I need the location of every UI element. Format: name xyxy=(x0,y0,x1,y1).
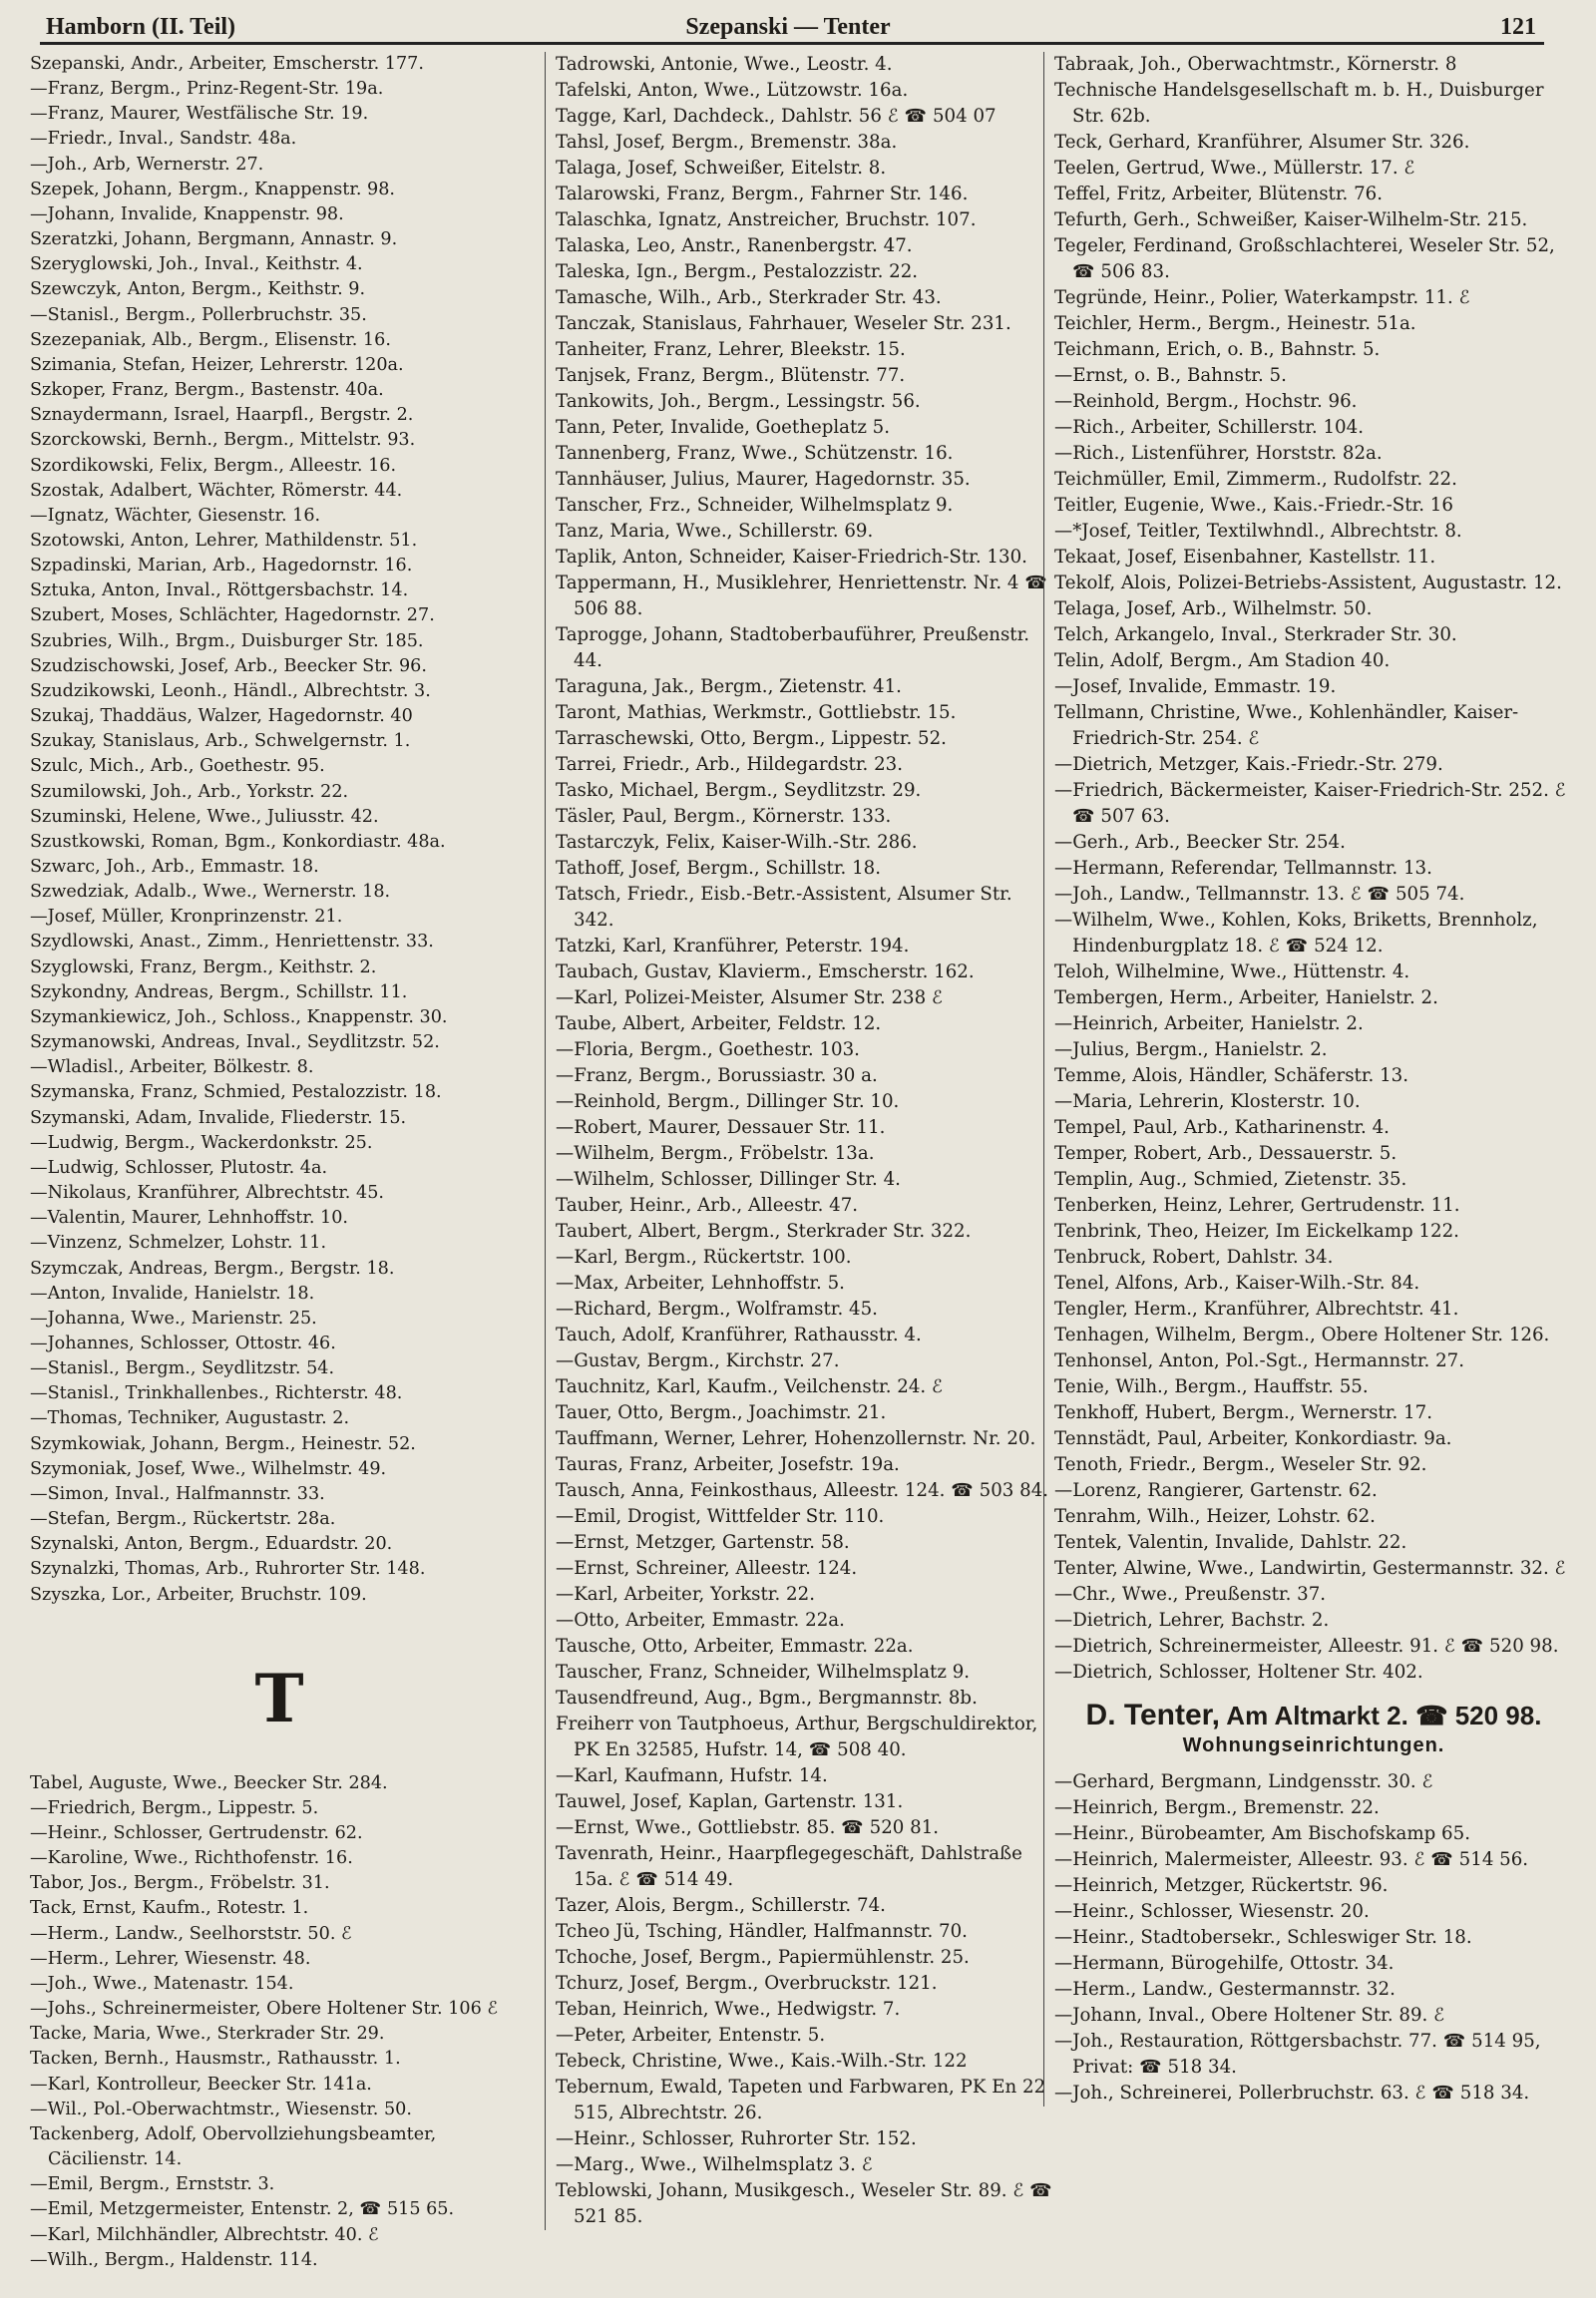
directory-entry: —Rich., Listenführer, Horststr. 82a. xyxy=(1054,443,1383,464)
directory-entry: —Herm., Landw., Gestermannstr. 32. xyxy=(1054,1979,1396,2000)
directory-entry: Taleska, Ign., Bergm., Pestalozzistr. 22. xyxy=(556,261,919,282)
directory-entry: Teloh, Wilhelmine, Wwe., Hüttenstr. 4. xyxy=(1054,961,1410,982)
directory-entry: Szotowski, Anton, Lehrer, Mathildenstr. 51. xyxy=(30,530,418,551)
directory-entry: Szynalski, Anton, Bergm., Eduardstr. 20. xyxy=(30,1534,393,1555)
directory-entry: —Dietrich, Metzger, Kais.-Friedr.-Str. 279. xyxy=(1054,754,1443,775)
directory-entry: Szeratzki, Johann, Bergmann, Annastr. 9. xyxy=(30,229,398,250)
directory-entry: Szustkowski, Roman, Bgm., Konkordiastr. 48a. xyxy=(30,831,446,852)
directory-entry: Tenberken, Heinz, Lehrer, Gertrudenstr. 11. xyxy=(1054,1195,1460,1216)
directory-entry: Teban, Heinrich, Wwe., Hedwigstr. 7. xyxy=(556,1999,901,2020)
page-header xyxy=(40,12,1544,45)
directory-entry: Sznaydermann, Israel, Haarpfl., Bergstr. 2. xyxy=(30,405,414,426)
directory-entry: —Karl, Arbeiter, Yorkstr. 22. xyxy=(556,1584,815,1605)
directory-entry: Taraguna, Jak., Bergm., Zietenstr. 41. xyxy=(556,676,902,697)
directory-entry: Tarrei, Friedr., Arb., Hildegardstr. 23. xyxy=(556,754,904,775)
directory-entry: Taubert, Albert, Bergm., Sterkrader Str. 322. xyxy=(556,1221,972,1242)
directory-entry: Szostak, Adalbert, Wächter, Römerstr. 44. xyxy=(30,480,403,501)
directory-entry: Tabor, Jos., Bergm., Fröbelstr. 31. xyxy=(30,1873,330,1894)
directory-entry: —Stanisl., Bergm., Seydlitzstr. 54. xyxy=(30,1358,335,1379)
directory-entry: Taront, Mathias, Werkmstr., Gottliebstr. 15. xyxy=(556,702,957,723)
column-1 xyxy=(30,52,529,2273)
directory-entry: —Emil, Metzgermeister, Entenstr. 2, ☎ 515 65. xyxy=(30,2199,455,2220)
directory-entry: —Dietrich, Schlosser, Holtener Str. 402. xyxy=(1054,1662,1423,1683)
directory-entry: Tebernum, Ewald, Tapeten und Farbwaren, PK En 22 515, Albrechtstr. 26. xyxy=(556,2077,1046,2123)
directory-entry: Tadrowski, Antonie, Wwe., Leostr. 4. xyxy=(556,54,893,75)
directory-entry: Täsler, Paul, Bergm., Körnerstr. 133. xyxy=(556,806,892,827)
directory-entry: Teichmüller, Emil, Zimmerm., Rudolfstr. 22. xyxy=(1054,469,1457,490)
directory-entry: —Stanisl., Bergm., Pollerbruchstr. 35. xyxy=(30,304,367,325)
directory-entry: Tatzki, Karl, Kranführer, Peterstr. 194. xyxy=(556,936,910,957)
directory-entry: —Richard, Bergm., Wolframstr. 45. xyxy=(556,1299,878,1320)
directory-entry: Temme, Alois, Händler, Schäferstr. 13. xyxy=(1054,1065,1409,1086)
directory-entry: Sztuka, Anton, Inval., Röttgersbachstr. 14. xyxy=(30,580,409,601)
directory-entry: Tavenrath, Heinr., Haarpflegegeschäft, Dahlstraße 15a. ℰ ☎ 514 49. xyxy=(556,1843,1022,1890)
directory-entry: Tauscher, Franz, Schneider, Wilhelmsplatz 9. xyxy=(556,1662,971,1683)
directory-entry: Tazer, Alois, Bergm., Schillerstr. 74. xyxy=(556,1895,886,1916)
directory-entry: Tennstädt, Paul, Arbeiter, Konkordiastr. 9a. xyxy=(1054,1428,1452,1449)
directory-entry: Freiherr von Tautphoeus, Arthur, Bergschuldirektor, PK En 32585, Hufstr. 14, ☎ 508 40. xyxy=(556,1714,1038,1760)
entry-list-1 xyxy=(30,52,529,1608)
directory-entry: —Karl, Kaufmann, Hufstr. 14. xyxy=(556,1765,828,1786)
directory-entry: Szydlowski, Anast., Zimm., Henriettenstr. 33. xyxy=(30,932,434,953)
directory-entry: —Gerhard, Bergmann, Lindgensstr. 30. ℰ xyxy=(1054,1771,1433,1792)
directory-entry: Tagge, Karl, Dachdeck., Dahlstr. 56 ℰ ☎ 504 07 xyxy=(556,106,997,127)
directory-entry: —Max, Arbeiter, Lehnhoffstr. 5. xyxy=(556,1273,845,1294)
directory-entry: Tentek, Valentin, Invalide, Dahlstr. 22. xyxy=(1054,1532,1407,1553)
ad-tagline: Wohnungseinrichtungen. xyxy=(1182,1734,1445,1756)
entry-list-2 xyxy=(556,52,1054,2230)
directory-entry: —Karl, Bergm., Rückertstr. 100. xyxy=(556,1247,852,1268)
directory-entry: —Stefan, Bergm., Rückertstr. 28a. xyxy=(30,1509,336,1530)
directory-entry: Tauer, Otto, Bergm., Joachimstr. 21. xyxy=(556,1402,887,1423)
directory-entry: Tauffmann, Werner, Lehrer, Hohenzollernstr. Nr. 20. xyxy=(556,1428,1036,1449)
directory-entry: Tathoff, Josef, Bergm., Schillstr. 18. xyxy=(556,858,882,879)
directory-entry: Tellmann, Christine, Wwe., Kohlenhändler, Kaiser-Friedrich-Str. 254. ℰ xyxy=(1054,702,1519,749)
column-3 xyxy=(1043,52,1573,2106)
directory-entry: Szymanska, Franz, Schmied, Pestalozzistr. 18. xyxy=(30,1082,442,1103)
directory-entry: Szepek, Johann, Bergm., Knappenstr. 98. xyxy=(30,179,396,199)
directory-entry: Tauchnitz, Karl, Kaufm., Veilchenstr. 24. ℰ xyxy=(556,1376,943,1397)
directory-entry: Szyglowski, Franz, Bergm., Keithstr. 2. xyxy=(30,957,377,977)
directory-entry: Tenbrink, Theo, Heizer, Im Eickelkamp 122. xyxy=(1054,1221,1459,1242)
directory-entry: —Valentin, Maurer, Lehnhoffstr. 10. xyxy=(30,1208,348,1229)
directory-entry: —*Josef, Teitler, Textilwhndl., Albrechtstr. 8. xyxy=(1054,521,1462,542)
directory-entry: Telin, Adolf, Bergm., Am Stadion 40. xyxy=(1054,650,1391,671)
directory-entry: —Anton, Invalide, Hanielstr. 18. xyxy=(30,1283,315,1304)
header-center: Szepanski — Tenter xyxy=(685,14,891,40)
directory-entry: —Julius, Bergm., Hanielstr. 2. xyxy=(1054,1039,1328,1060)
directory-entry: Teichler, Herm., Bergm., Heinestr. 51a. xyxy=(1054,313,1416,334)
ad-phone: ☎ 520 98. xyxy=(1415,1701,1542,1730)
directory-entry: —Ernst, Metzger, Gartenstr. 58. xyxy=(556,1532,850,1553)
directory-entry: Tchurz, Josef, Bergm., Overbruckstr. 121. xyxy=(556,1973,938,1994)
directory-entry: —Ludwig, Schlosser, Plutostr. 4a. xyxy=(30,1157,328,1178)
directory-entry: Tengler, Herm., Kranführer, Albrechtstr. 41. xyxy=(1054,1299,1459,1320)
directory-entry: Teichmann, Erich, o. B., Bahnstr. 5. xyxy=(1054,339,1381,360)
directory-entry: —Heinr., Bürobeamter, Am Bischofskamp 65. xyxy=(1054,1823,1470,1844)
section-letter: T xyxy=(254,1659,304,1737)
directory-entry: Tauch, Adolf, Kranführer, Rathausstr. 4. xyxy=(556,1325,922,1345)
directory-entry: —Dietrich, Lehrer, Bachstr. 2. xyxy=(1054,1610,1330,1631)
directory-entry: —Joh., Wwe., Matenastr. 154. xyxy=(30,1973,294,1994)
directory-entry: Szymanowski, Andreas, Inval., Seydlitzstr. 52. xyxy=(30,1032,440,1053)
directory-entry: —Ernst, o. B., Bahnstr. 5. xyxy=(1054,365,1287,386)
directory-entry: —Dietrich, Schreinermeister, Alleestr. 91. ℰ ☎ 520 98. xyxy=(1054,1636,1559,1657)
directory-entry: —Josef, Invalide, Emmastr. 19. xyxy=(1054,676,1337,697)
directory-entry: Tanczak, Stanislaus, Fahrhauer, Weseler Str. 231. xyxy=(556,313,1011,334)
directory-entry: —Hermann, Bürogehilfe, Ottostr. 34. xyxy=(1054,1953,1395,1974)
directory-entry: Tanscher, Frz., Schneider, Wilhelmsplatz 9. xyxy=(556,495,954,516)
directory-entry: —Johann, Inval., Obere Holtener Str. 89. ℰ xyxy=(1054,2005,1445,2026)
directory-entry: Szukaj, Thaddäus, Walzer, Hagedornstr. 40 xyxy=(30,706,413,727)
directory-entry: Szubert, Moses, Schlächter, Hagedornstr. 27. xyxy=(30,605,435,626)
directory-entry: Tacke, Maria, Wwe., Sterkrader Str. 29. xyxy=(30,2024,385,2045)
directory-entry: Tasko, Michael, Bergm., Seydlitzstr. 29. xyxy=(556,780,922,801)
directory-entry: —Franz, Maurer, Westfälische Str. 19. xyxy=(30,104,369,125)
directory-entry: Tanjsek, Franz, Bergm., Blütenstr. 77. xyxy=(556,365,906,386)
directory-entry: —Hermann, Referendar, Tellmannstr. 13. xyxy=(1054,858,1432,879)
directory-entry: Tcheo Jü, Tsching, Händler, Halfmannstr. 70. xyxy=(556,1921,968,1942)
directory-entry: —Herm., Lehrer, Wiesenstr. 48. xyxy=(30,1948,311,1969)
directory-entry: Tausche, Otto, Arbeiter, Emmastr. 22a. xyxy=(556,1636,914,1657)
directory-entry: —Gustav, Bergm., Kirchstr. 27. xyxy=(556,1350,840,1371)
directory-entry: Szymoniak, Josef, Wwe., Wilhelmstr. 49. xyxy=(30,1458,387,1479)
directory-entry: Tauras, Franz, Arbeiter, Josefstr. 19a. xyxy=(556,1454,900,1475)
directory-entry: —Joh., Landw., Tellmannstr. 13. ℰ ☎ 505 74. xyxy=(1054,884,1465,905)
directory-entry: Tacken, Bernh., Hausmstr., Rathausstr. 1. xyxy=(30,2049,401,2070)
directory-entry: Tenel, Alfons, Arb., Kaiser-Wilh.-Str. 84. xyxy=(1054,1273,1420,1294)
directory-entry: Tabel, Auguste, Wwe., Beecker Str. 284. xyxy=(30,1772,388,1793)
directory-entry: —Johs., Schreinermeister, Obere Holtener Str. 106 ℰ xyxy=(30,1999,499,2020)
directory-entry: Szymankiewicz, Joh., Schloss., Knappenstr. 30. xyxy=(30,1006,448,1027)
directory-entry: Szudzikowski, Leonh., Händl., Albrechtstr. 3. xyxy=(30,680,431,701)
page-number: 121 xyxy=(1500,14,1536,40)
directory-entry: Tchoche, Josef, Bergm., Papiermühlenstr. 25. xyxy=(556,1947,970,1968)
directory-entry: Tausendfreund, Aug., Bgm., Bergmannstr. 8b. xyxy=(556,1688,978,1709)
directory-entry: —Ernst, Wwe., Gottliebstr. 85. ☎ 520 81. xyxy=(556,1817,940,1838)
directory-entry: Telaga, Josef, Arb., Wilhelmstr. 50. xyxy=(1054,598,1373,619)
directory-entry: —Heinr., Schlosser, Wiesenstr. 20. xyxy=(1054,1901,1370,1922)
directory-entry: —Stanisl., Trinkhallenbes., Richterstr. 48. xyxy=(30,1383,403,1404)
directory-entry: Tannenberg, Franz, Wwe., Schützenstr. 16. xyxy=(556,443,954,464)
directory-entry: —Johannes, Schlosser, Ottostr. 46. xyxy=(30,1333,336,1353)
directory-entry: —Heinrich, Malermeister, Alleestr. 93. ℰ ☎ 514 56. xyxy=(1054,1849,1529,1870)
directory-entry: —Heinrich, Metzger, Rückertstr. 96. xyxy=(1054,1875,1389,1896)
directory-entry: —Wil., Pol.-Oberwachtmstr., Wiesenstr. 50. xyxy=(30,2099,412,2119)
directory-entry: —Ernst, Schreiner, Alleestr. 124. xyxy=(556,1558,858,1579)
directory-entry: Szumilowski, Joh., Arb., Yorkstr. 22. xyxy=(30,781,349,802)
directory-entry: —Robert, Maurer, Dessauer Str. 11. xyxy=(556,1117,886,1138)
directory-entry: Tekaat, Josef, Eisenbahner, Kastellstr. 11. xyxy=(1054,547,1436,568)
directory-entry: —Reinhold, Bergm., Hochstr. 96. xyxy=(1054,391,1358,412)
directory-entry: —Wilh., Bergm., Haldenstr. 114. xyxy=(30,2249,318,2270)
directory-entry: Tenoth, Friedr., Bergm., Weseler Str. 92. xyxy=(1054,1454,1427,1475)
directory-entry: —Karl, Kontrolleur, Beecker Str. 141a. xyxy=(30,2074,372,2095)
advertisement xyxy=(1054,1700,1573,1759)
directory-entry: Tempel, Paul, Arb., Katharinenstr. 4. xyxy=(1054,1117,1390,1138)
directory-entry: —Lorenz, Rangierer, Gartenstr. 62. xyxy=(1054,1480,1378,1501)
directory-entry: —Heinrich, Arbeiter, Hanielstr. 2. xyxy=(1054,1013,1364,1034)
directory-entry: —Franz, Bergm., Borussiastr. 30 a. xyxy=(556,1065,878,1086)
directory-entry: Szudzischowski, Josef, Arb., Beecker Str. 96. xyxy=(30,655,427,676)
directory-entry: —Heinr., Stadtobersekr., Schleswiger Str. 18. xyxy=(1054,1927,1472,1948)
directory-entry: Tebeck, Christine, Wwe., Kais.-Wilh.-Str. 122 xyxy=(556,2051,968,2072)
directory-entry: Tabraak, Joh., Oberwachtmstr., Körnerstr. 8 xyxy=(1054,54,1457,75)
directory-entry: Szwedziak, Adalb., Wwe., Wernerstr. 18. xyxy=(30,882,391,903)
directory-entry: —Karl, Milchhändler, Albrechtstr. 40. ℰ xyxy=(30,2224,379,2245)
directory-entry: —Friedr., Inval., Sandstr. 48a. xyxy=(30,129,297,150)
directory-entry: —Reinhold, Bergm., Dillinger Str. 10. xyxy=(556,1091,900,1112)
directory-entry: Teffel, Fritz, Arbeiter, Blütenstr. 76. xyxy=(1054,184,1384,204)
directory-entry: —Herm., Landw., Seelhorststr. 50. ℰ xyxy=(30,1923,352,1944)
directory-entry: —Simon, Inval., Halfmannstr. 33. xyxy=(30,1483,325,1504)
directory-entry: Szordikowski, Felix, Bergm., Alleestr. 16. xyxy=(30,455,397,476)
directory-entry: —Chr., Wwe., Preußenstr. 37. xyxy=(1054,1584,1327,1605)
directory-entry: Szwarc, Joh., Arb., Emmastr. 18. xyxy=(30,857,319,877)
directory-entry: Tenrahm, Wilh., Heizer, Lohstr. 62. xyxy=(1054,1506,1376,1527)
directory-entry: Tankowits, Joh., Bergm., Lessingstr. 56. xyxy=(556,391,921,412)
directory-entry: —Joh., Arb, Wernerstr. 27. xyxy=(30,154,264,175)
directory-entry: Tenkhoff, Hubert, Bergm., Wernerstr. 17. xyxy=(1054,1402,1432,1423)
directory-entry: Szymkowiak, Johann, Bergm., Heinestr. 52. xyxy=(30,1433,416,1454)
directory-entry: —Karl, Polizei-Meister, Alsumer Str. 238 ℰ xyxy=(556,987,943,1008)
directory-entry: Teitler, Eugenie, Wwe., Kais.-Friedr.-Str. 16 xyxy=(1054,495,1453,516)
directory-entry: —Friedrich, Bäckermeister, Kaiser-Friedrich-Str. 252. ℰ ☎ 507 63. xyxy=(1054,780,1566,827)
directory-entry: Tenbruck, Robert, Dahlstr. 34. xyxy=(1054,1247,1334,1268)
directory-entry: Szezepaniak, Alb., Bergm., Elisenstr. 16. xyxy=(30,329,391,350)
directory-entry: —Joh., Schreinerei, Pollerbruchstr. 63. ℰ ☎ 518 34. xyxy=(1054,2083,1530,2104)
directory-entry: —Ignatz, Wächter, Giesenstr. 16. xyxy=(30,505,321,526)
directory-entry: Teck, Gerhard, Kranführer, Alsumer Str. 326. xyxy=(1054,132,1470,153)
directory-entry: —Otto, Arbeiter, Emmastr. 22a. xyxy=(556,1610,845,1631)
directory-entry: Tembergen, Herm., Arbeiter, Hanielstr. 2. xyxy=(1054,987,1438,1008)
directory-entry: Szimania, Stefan, Heizer, Lehrerstr. 120a. xyxy=(30,354,404,375)
directory-entry: Szepanski, Andr., Arbeiter, Emscherstr. 177. xyxy=(30,54,424,74)
directory-entry: Taubach, Gustav, Klavierm., Emscherstr. 162. xyxy=(556,961,975,982)
directory-entry: Szkoper, Franz, Bergm., Bastenstr. 40a. xyxy=(30,380,384,401)
directory-entry: Temper, Robert, Arb., Dessauerstr. 5. xyxy=(1054,1143,1397,1164)
directory-entry: Talarowski, Franz, Bergm., Fahrner Str. 146. xyxy=(556,184,969,204)
entry-list-3b xyxy=(1054,1769,1573,2106)
ad-address: Am Altmarkt 2. xyxy=(1226,1701,1408,1730)
directory-entry: Szymanski, Adam, Invalide, Fliederstr. 15. xyxy=(30,1107,407,1128)
directory-entry: Szpadinski, Marian, Arb., Hagedornstr. 16. xyxy=(30,556,413,576)
directory-entry: Tenter, Alwine, Wwe., Landwirtin, Gestermannstr. 32. ℰ xyxy=(1054,1558,1566,1579)
header-left: Hamborn (II. Teil) xyxy=(46,14,236,40)
directory-entry: Tausch, Anna, Feinkosthaus, Alleestr. 124. ☎ 503 84. xyxy=(556,1480,1049,1501)
directory-entry: Tahsl, Josef, Bergm., Bremenstr. 38a. xyxy=(556,132,898,153)
directory-entry: —Maria, Lehrerin, Klosterstr. 10. xyxy=(1054,1091,1361,1112)
directory-entry: Tamasche, Wilh., Arb., Sterkrader Str. 43. xyxy=(556,287,942,308)
directory-entry: Templin, Aug., Schmied, Zietenstr. 35. xyxy=(1054,1169,1407,1190)
directory-entry: Tanheiter, Franz, Lehrer, Bleekstr. 15. xyxy=(556,339,906,360)
directory-entry: Tannhäuser, Julius, Maurer, Hagedornstr. 35. xyxy=(556,469,971,490)
directory-entry: Talaschka, Ignatz, Anstreicher, Bruchstr. 107. xyxy=(556,209,977,230)
directory-entry: Tanz, Maria, Wwe., Schillerstr. 69. xyxy=(556,521,874,542)
directory-entry: —Wilhelm, Bergm., Fröbelstr. 13a. xyxy=(556,1143,875,1164)
directory-entry: —Emil, Bergm., Ernststr. 3. xyxy=(30,2174,275,2195)
directory-entry: —Floria, Bergm., Goethestr. 103. xyxy=(556,1039,860,1060)
directory-entry: Tenhagen, Wilhelm, Bergm., Obere Holtener Str. 126. xyxy=(1054,1325,1550,1345)
directory-entry: —Wladisl., Arbeiter, Bölkestr. 8. xyxy=(30,1057,314,1078)
directory-entry: —Josef, Müller, Kronprinzenstr. 21. xyxy=(30,907,343,928)
directory-entry: Tauwel, Josef, Kaplan, Gartenstr. 131. xyxy=(556,1791,904,1812)
directory-entry: Szykondny, Andreas, Bergm., Schillstr. 11. xyxy=(30,981,408,1002)
directory-entry: Tegeler, Ferdinand, Großschlachterei, Weseler Str. 52, ☎ 506 83. xyxy=(1054,235,1555,282)
directory-entry: Talaska, Leo, Anstr., Ranenbergstr. 47. xyxy=(556,235,913,256)
directory-entry: Talaga, Josef, Schweißer, Eitelstr. 8. xyxy=(556,158,887,179)
directory-entry: Tekolf, Alois, Polizei-Betriebs-Assistent, Augustastr. 12. xyxy=(1054,573,1562,593)
directory-entry: Szorckowski, Bernh., Bergm., Mittelstr. 93. xyxy=(30,430,416,451)
directory-entry: —Emil, Drogist, Wittfelder Str. 110. xyxy=(556,1506,885,1527)
directory-entry: —Karoline, Wwe., Richthofenstr. 16. xyxy=(30,1848,353,1869)
directory-entry: Szukay, Stanislaus, Arb., Schwelgernstr. 1. xyxy=(30,731,411,752)
directory-entry: Taplik, Anton, Schneider, Kaiser-Friedrich-Str. 130. xyxy=(556,547,1027,568)
directory-entry: Szeryglowski, Joh., Inval., Keithstr. 4. xyxy=(30,254,363,275)
directory-entry: Tegründe, Heinr., Polier, Waterkampstr. 11. ℰ xyxy=(1054,287,1470,308)
directory-entry: —Heinrich, Bergm., Bremenstr. 22. xyxy=(1054,1797,1380,1818)
directory-entry: Tauber, Heinr., Arb., Alleestr. 47. xyxy=(556,1195,859,1216)
directory-entry: Teblowski, Johann, Musikgesch., Weseler Str. 89. ℰ ☎ 521 85. xyxy=(556,2180,1052,2227)
directory-entry: Technische Handelsgesellschaft m. b. H., Duisburger Str. 62b. xyxy=(1054,80,1544,127)
directory-entry: Szyszka, Lor., Arbeiter, Bruchstr. 109. xyxy=(30,1584,367,1605)
directory-entry: Tafelski, Anton, Wwe., Lützowstr. 16a. xyxy=(556,80,909,101)
directory-entry: Taube, Albert, Arbeiter, Feldstr. 12. xyxy=(556,1013,882,1034)
directory-entry: —Thomas, Techniker, Augustastr. 2. xyxy=(30,1408,350,1429)
directory-entry: —Heinr., Schlosser, Ruhrorter Str. 152. xyxy=(556,2128,917,2149)
directory-entry: —Nikolaus, Kranführer, Albrechtstr. 45. xyxy=(30,1183,384,1204)
directory-entry: Szuminski, Helene, Wwe., Juliusstr. 42. xyxy=(30,806,379,827)
ad-name: D. Tenter, xyxy=(1085,1699,1221,1731)
directory-entry: Tann, Peter, Invalide, Goetheplatz 5. xyxy=(556,417,891,438)
entry-list-3 xyxy=(1054,52,1573,1686)
directory-entry: Tack, Ernst, Kaufm., Rotestr. 1. xyxy=(30,1898,309,1919)
directory-entry: Tarraschewski, Otto, Bergm., Lippestr. 52. xyxy=(556,728,947,749)
directory-entry: Tenie, Wilh., Bergm., Hauffstr. 55. xyxy=(1054,1376,1369,1397)
directory-entry: Tappermann, H., Musiklehrer, Henriettenstr. Nr. 4 ☎ 506 88. xyxy=(556,573,1047,619)
directory-entry: —Vinzenz, Schmelzer, Lohstr. 11. xyxy=(30,1233,327,1254)
directory-entry: Szubries, Wilh., Brgm., Duisburger Str. 185. xyxy=(30,630,424,651)
directory-entry: —Gerh., Arb., Beecker Str. 254. xyxy=(1054,832,1346,853)
directory-entry: —Joh., Restauration, Röttgersbachstr. 77. ☎ 514 95, Privat: ☎ 518 34. xyxy=(1054,2031,1541,2078)
directory-entry: Telch, Arkangelo, Inval., Sterkrader Str. 30. xyxy=(1054,624,1457,645)
directory-entry: —Marg., Wwe., Wilhelmsplatz 3. ℰ xyxy=(556,2154,873,2175)
directory-entry: Tackenberg, Adolf, Obervollziehungsbeamter, Cäcilienstr. 14. xyxy=(30,2123,437,2170)
directory-entry: —Rich., Arbeiter, Schillerstr. 104. xyxy=(1054,417,1364,438)
directory-entry: —Peter, Arbeiter, Entenstr. 5. xyxy=(556,2025,826,2046)
directory-entry: —Friedrich, Bergm., Lippestr. 5. xyxy=(30,1797,319,1818)
column-2 xyxy=(545,52,1054,2230)
directory-entry: —Wilhelm, Wwe., Kohlen, Koks, Briketts, Brennholz, Hindenburgplatz 18. ℰ ☎ 524 12. xyxy=(1054,910,1538,957)
directory-entry: Teelen, Gertrud, Wwe., Müllerstr. 17. ℰ xyxy=(1054,158,1415,179)
directory-entry: —Johanna, Wwe., Marienstr. 25. xyxy=(30,1308,317,1329)
directory-entry: Tastarczyk, Felix, Kaiser-Wilh.-Str. 286. xyxy=(556,832,918,853)
directory-entry: Taprogge, Johann, Stadtoberbauführer, Preußenstr. 44. xyxy=(556,624,1030,671)
directory-entry: —Johann, Invalide, Knappenstr. 98. xyxy=(30,203,344,224)
directory-entry: Tatsch, Friedr., Eisb.-Betr.-Assistent, Alsumer Str. 342. xyxy=(556,884,1012,931)
directory-entry: —Wilhelm, Schlosser, Dillinger Str. 4. xyxy=(556,1169,901,1190)
directory-entry: Tefurth, Gerh., Schweißer, Kaiser-Wilhelm-Str. 215. xyxy=(1054,209,1528,230)
directory-entry: Szymczak, Andreas, Bergm., Bergstr. 18. xyxy=(30,1258,395,1279)
directory-entry: Szynalzki, Thomas, Arb., Ruhrorter Str. 148. xyxy=(30,1559,426,1580)
directory-entry: —Heinr., Schlosser, Gertrudenstr. 62. xyxy=(30,1823,363,1843)
directory-entry: Tenhonsel, Anton, Pol.-Sgt., Hermannstr. 27. xyxy=(1054,1350,1465,1371)
entry-list-1b xyxy=(30,1771,529,2273)
directory-entry: Szewczyk, Anton, Bergm., Keithstr. 9. xyxy=(30,279,366,300)
directory-entry: Szulc, Mich., Arb., Goethestr. 95. xyxy=(30,756,325,777)
directory-entry: —Franz, Bergm., Prinz-Regent-Str. 19a. xyxy=(30,79,384,100)
directory-entry: —Ludwig, Bergm., Wackerdonkstr. 25. xyxy=(30,1132,373,1153)
